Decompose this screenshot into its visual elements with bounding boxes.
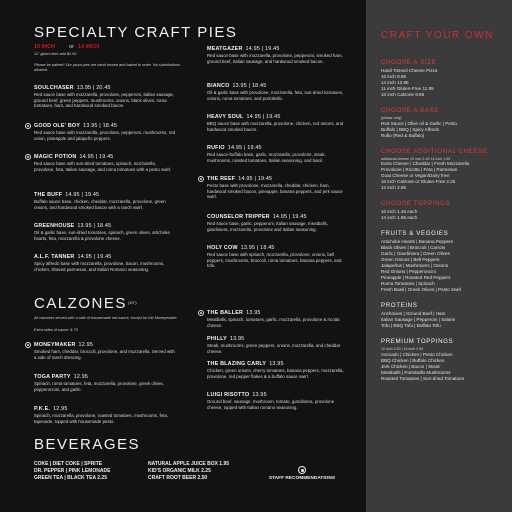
size-10-label: 10 INCH [34, 44, 56, 50]
staff-pick-icon [25, 123, 31, 129]
menu-item [34, 254, 176, 272]
menu-item-description: Steak, mushrooms, green peppers, onions, mozzarella, and cheddar cheese. [207, 343, 341, 354]
menu-item-price: 12.95 [73, 374, 89, 380]
menu-item-name [207, 46, 349, 52]
calzones-title: CALZONES [34, 295, 127, 312]
menu-item-name [207, 245, 349, 251]
craft-section-heading: CHOOSE TOPPINGS [381, 200, 451, 208]
beverage-line: NATURAL APPLE JUICE BOX 1.95 [148, 461, 230, 467]
menu-item-name [34, 123, 176, 129]
beverage-line: CRAFT ROOT BEER 2.50 [148, 475, 208, 481]
menu-item-title: THE REEF [207, 176, 236, 182]
beverage-line: COKE | DIET COKE | SPRITE [34, 461, 103, 467]
menu-item-name [34, 85, 176, 91]
menu-item-name [34, 374, 176, 380]
menu-item-title: THE BUFF [34, 192, 63, 198]
menu-item-name [34, 254, 176, 260]
menu-item-title: P.K.E. [34, 406, 51, 412]
menu-item-title: MEATGAZER [207, 46, 243, 52]
craft-section-line: 10 inch 1.45 each [381, 209, 418, 215]
menu-item-title: BIANCO [207, 83, 230, 89]
craft-section-heading: CHOOSE ADDITIONAL CHEESE [381, 147, 488, 155]
menu-item [207, 310, 349, 328]
menu-item-price: 13.95 [269, 361, 284, 367]
pizzas-title: SPECIALTY CRAFT PIES [34, 24, 238, 41]
gluten-free-note: 11" gluten-free add $2.00 [34, 52, 77, 56]
menu-item [34, 123, 176, 141]
craft-section-line: 11 inch Gluten-Free 11.95 [381, 86, 434, 91]
pizzas-intro: Please be patient! Our pizza pies are hand tossed and baked to order. No substitutions allowed. [34, 63, 180, 72]
craft-section-line: Green Onions | Bell Peppers [381, 257, 440, 263]
craft-section-line: BBQ Chicken | Buffalo Chicken [381, 357, 445, 363]
menu-item [207, 46, 349, 64]
menu-item-name [207, 361, 349, 367]
menu-item-price: 14.95 | 19.45 [238, 176, 273, 182]
craft-section-heading: PREMIUM TOPPINGS [381, 338, 454, 346]
staff-recommendations-label: STAFF RECOMMENDATIONS [268, 476, 336, 481]
craft-section [381, 107, 503, 139]
menu-item-description: Oil & garlic base with provolone, mozzarella, feta, sun-dried tomatoes, onions, roma tomatoes, and portobello. [207, 90, 344, 101]
menu-item-name [207, 83, 349, 89]
menu-item-description: Pesto base with provolone, mozzarella, cheddar, chicken, ham, hardwood smoked bacon, pineapple, banana peppers, and jerk sauce swirl. [207, 183, 343, 200]
beverage-list-right [148, 461, 229, 482]
menu-item [34, 374, 176, 392]
staff-pick-icon [198, 310, 204, 316]
craft-section-line: 14 inch 13.95 [381, 80, 409, 85]
menu-item-description: Smoked ham, cheddar, broccoli, provolone, and mozzarella. Served with a side of ranch dressing. [34, 349, 175, 360]
craft-section [381, 302, 503, 329]
menu-item-price: 14.95 | 19.45 [77, 254, 112, 260]
menu-item-name [34, 154, 176, 160]
menu-item-title: THE BLAZING CARLY [207, 361, 267, 367]
menu-item-price: 13.95 | 18.45 [232, 83, 267, 89]
calzones-intro: All calzones served with a side of housemade red sauce, except for the Moneymaker. [34, 316, 178, 320]
menu-item-title: COUNSELOR TRIPPER [207, 214, 270, 220]
craft-section-heading: PROTEINS [381, 302, 418, 310]
menu-item-name [207, 114, 349, 120]
menu-item-name [207, 336, 349, 342]
craft-section-line: Buffalo | BBQ | Spicy Alfredo [381, 126, 440, 132]
craft-section-line: Avocado | Chicken | Pesto Chicken [381, 351, 453, 357]
menu-item [34, 223, 176, 241]
menu-item-description: Ground beef, sausage, mushroom, tomato, giardiniera, provolone cheese, topped with Italian romano seasoning. [207, 399, 335, 410]
craft-section-line: 14 inch 2.95 [381, 185, 407, 191]
menu-item-price: 14.95 | 19.45 [65, 192, 100, 198]
beverage-line: GREEN TEA | BLACK TEA 2.25 [34, 475, 107, 481]
craft-section-heading: CHOOSE A BASE [381, 107, 440, 114]
menu-item-description: Spinach, roma tomatoes, feta, mozzarella, provolone, greek olives, pepperoncini, and garlic. [34, 381, 164, 392]
menu-item-title: TOGA PARTY [34, 374, 71, 380]
menu-item-title: MONEYMAKER [34, 342, 76, 348]
menu-item-price: 14.95 | 19.45 [272, 214, 307, 220]
staff-pick-icon [25, 154, 31, 160]
staff-pick-icon [298, 466, 306, 474]
menu-item-name [34, 406, 176, 412]
menu-item-description: Chicken, green onions, cherry tomatoes, banana peppers, mozzarella, provolone, red pepper flakes & a buffalo sauce swirl. [207, 368, 344, 379]
menu-item [207, 83, 349, 101]
craft-section-line: 10 inch Calzone or Gluten-Free 2.25 [381, 179, 456, 185]
menu-item [34, 85, 176, 109]
menu-item [207, 145, 349, 163]
craft-section-line: Roasted Tomatoes | Sun-dried Tomatoes [381, 375, 464, 381]
menu-item [207, 214, 349, 232]
craft-sections [381, 59, 503, 382]
craft-section-line: Garlic | Giardiniera | Green Olives [381, 251, 450, 257]
menu-item-description: Red sauce base with spinach, mozzarella, provolone, onions, bell peppers, mushrooms, broccoli, roma tomatoes, banana peppers, and tofu. [207, 252, 342, 269]
menu-item [207, 114, 349, 132]
craft-section-line: Black Olives | Broccoli | Carrots [381, 245, 446, 251]
menu-item-price: 13.95 [246, 310, 261, 316]
craft-section-line: Provolone | Ricotta | Feta | Parmesan [381, 167, 458, 173]
craft-section-line: Italian Sausage | Pepperoni | Salami [381, 317, 456, 323]
menu-item-name [207, 310, 349, 316]
menu-item-price: 13.95 | 18.45 [83, 123, 118, 129]
craft-section [381, 200, 503, 221]
menu-item-title: A.L.F. TANNER [34, 254, 75, 260]
menu-item [207, 361, 349, 379]
menu-item-title: LUIGI RISOTTO [207, 392, 250, 398]
beverages-title: BEVERAGES [34, 436, 141, 453]
menu-item-description: Oil & garlic base, sun-dried tomatoes, spinach, green olives, artichoke hearts, feta, mozzarella & provolone cheese. [34, 230, 170, 241]
menu-item-description: Red sauce base with sun-dried tomatoes, spinach, mozzarella, provolone, feta, Italian sausage, and roma tomatoes with a pesto swirl. [34, 161, 172, 172]
menu-item-price: 13.95 | 18.45 [240, 245, 275, 251]
menu-item-price: 14.95 | 19.45 [227, 145, 262, 151]
menu-item-name [34, 223, 176, 229]
menu-item-description: Spicy alfredo base with mozzarella, provolone, bacon, mushrooms, chicken, shaved parmesan, and Italian Romano seasoning. [34, 261, 165, 272]
menu-item [34, 192, 176, 210]
staff-recommendations-legend [262, 466, 342, 482]
craft-section-line: Roma Tomatoes | Spinach [381, 281, 435, 287]
craft-title: CRAFT YOUR OWN [381, 30, 494, 41]
craft-section-line: Red Onions | Pepperoncini [381, 269, 436, 275]
menu-item-description: BBQ sauce base with mozzarella, provolone, chicken, red onions, and hardwood smoked bacon. [207, 121, 344, 132]
menu-item [207, 245, 349, 269]
menu-item-name [34, 192, 176, 198]
beverage-line: KID'S ORGANIC MILK 2.25 [148, 468, 211, 474]
craft-section-line: 10 inch 2.50 | 14 inch 2.95 [381, 347, 424, 352]
menu-item-description: Spinach, mozzarella, provolone, roasted tomatoes, mushrooms, feta, tapenade, topped with housemade pesto. [34, 413, 168, 424]
menu-item-name [34, 342, 176, 348]
craft-section-line: Goat Cheese or Vegan/Dairy free: [381, 173, 451, 179]
craft-section-line: Extra Cheese | Cheddar | Fresh Mozzarella [381, 161, 470, 167]
staff-pick-icon [198, 176, 204, 182]
menu-item-price: 14.95 | 19.45 [246, 114, 281, 120]
menu-item-name [207, 145, 349, 151]
menu-item [34, 342, 176, 360]
menu-item [34, 406, 176, 424]
pizza-sizes [34, 44, 113, 50]
craft-section-line: Rufio (Red & Buffalo) [381, 132, 425, 138]
menu-item-description: Red sauce-buffalo base, garlic, mozzarella, provolone, steak, mushrooms, roasted tomatoes, Italian seasoning, and basil. [207, 152, 326, 163]
menu-item-description: Red sauce base with mozzarella, provolone, pepperoni, smoked ham, ground beef, Italian sausage, and hardwood smoked bacon. [207, 53, 343, 64]
menu-item [207, 336, 349, 354]
menu-item-title: GOOD OLE' BOY [34, 123, 81, 129]
craft-section-line: Tofu | BBQ Tofu | Buffalo Tofu [381, 323, 441, 329]
menu-item-description: Meatballs, spinach, tomatoes, garlic, mozzarella, provolone & ricotta cheese. [207, 317, 340, 328]
craft-section-line: 10 inch 9.95 [381, 74, 407, 79]
craft-section-line: Jerk Chicken | Bacon | Steak [381, 363, 440, 369]
craft-section [381, 148, 503, 192]
size-14-label: 14 INCH [77, 44, 100, 50]
menu-item-description: Red sauce base, garlic, pepperoni, Italian sausage, meatballs, giardiniera, mozzarella, provolone and Italian seasoning. [207, 221, 329, 232]
menu-item-name [207, 214, 349, 220]
menu-item-price: 13.95 | 20.45 [76, 85, 111, 91]
menu-item-price: 14.95 | 19.45 [79, 154, 114, 160]
menu-item-price: 13.95 | 18.45 [77, 223, 112, 229]
craft-section [381, 230, 503, 293]
menu-item-price: 13.95 [229, 336, 245, 342]
craft-section-line: Meatballs | Portobello Mushrooms [381, 369, 451, 375]
menu-item-description: Buffalo sauce base, chicken, cheddar, mozzarella, provolone, green onions, and hardwood smoked bacon with a ranch swirl. [34, 199, 166, 210]
craft-section-line: Pineapple | Roasted Red Peppers [381, 275, 451, 281]
craft-section-line: 14 inch 1.95 each [381, 215, 418, 221]
menu-item-title: SOULCHASER [34, 85, 74, 91]
menu-item-title: GREENHOUSE [34, 223, 75, 229]
menu-item-price: 14.95 | 19.45 [245, 46, 280, 52]
craft-section-line: additional cheese 10 inch 1.45 14 inch 1.95 [381, 156, 451, 161]
menu-item [207, 176, 349, 200]
craft-section-line: Jalapeños | Mushrooms | Onions [381, 263, 448, 269]
menu-item-title: MAGIC POTION [34, 154, 77, 160]
menu-item-description: Red sauce base with mozzarella, provolone, pepperoni, Italian sausage, ground beef, green peppers, mushrooms, onions, black olives, roma tomatoes, ham, and hardwood smoked bacon. [34, 92, 175, 109]
craft-section-line: Artichoke Hearts | Banana Peppers [381, 239, 453, 245]
calzone-size: (10") [128, 300, 137, 305]
menu-item [207, 392, 349, 410]
craft-section-line: Red Sauce | Olive oil & Garlic | Pesto [381, 120, 457, 126]
size-or-label: or [69, 44, 74, 50]
staff-pick-icon [25, 342, 31, 348]
menu-item-name [207, 392, 349, 398]
craft-section-line: 10 inch Calzone 9.95 [381, 92, 425, 97]
craft-section [381, 338, 503, 382]
craft-section-line: Fresh Basil | Greek Olives | Pesto Swirl [381, 287, 461, 293]
craft-section-heading: CHOOSE A SIZE [381, 59, 437, 66]
craft-section-line: Hand Tossed Cheese Pizza [381, 68, 438, 73]
menu-item-title: PHILLY [207, 336, 227, 342]
menu-item-title: HEAVY SOUL [207, 114, 244, 120]
menu-item-description: Red sauce base with mozzarella, provolone, pepperoni, mushrooms, red onion, pineapple and jalapeño peppers. [34, 130, 176, 141]
beverage-line: DR. PEPPER | PINK LEMONADE [34, 468, 111, 474]
menu-item [34, 154, 176, 172]
craft-section-line: (please only) [381, 116, 402, 120]
craft-section-line: Anchovies | Ground Beef | Ham [381, 311, 446, 317]
beverage-list-left [34, 461, 110, 482]
menu-item-title: RUFIO [207, 145, 225, 151]
craft-section [381, 59, 503, 98]
menu-item-name [207, 176, 349, 182]
craft-section-heading: FRUITS & VEGGIES [381, 230, 449, 238]
menu-item-price: 13.95 [252, 392, 267, 398]
menu-item-price: 12.95 [53, 406, 68, 412]
menu-item-title: HOLY COW [207, 245, 238, 251]
calzones-extra-sauce: Extra sides of sauce: $.75 [34, 328, 78, 332]
menu-item-price: 12.95 [78, 342, 94, 348]
craft-your-own-panel [366, 0, 512, 512]
menu-item-title: THE BALLER [207, 310, 244, 316]
